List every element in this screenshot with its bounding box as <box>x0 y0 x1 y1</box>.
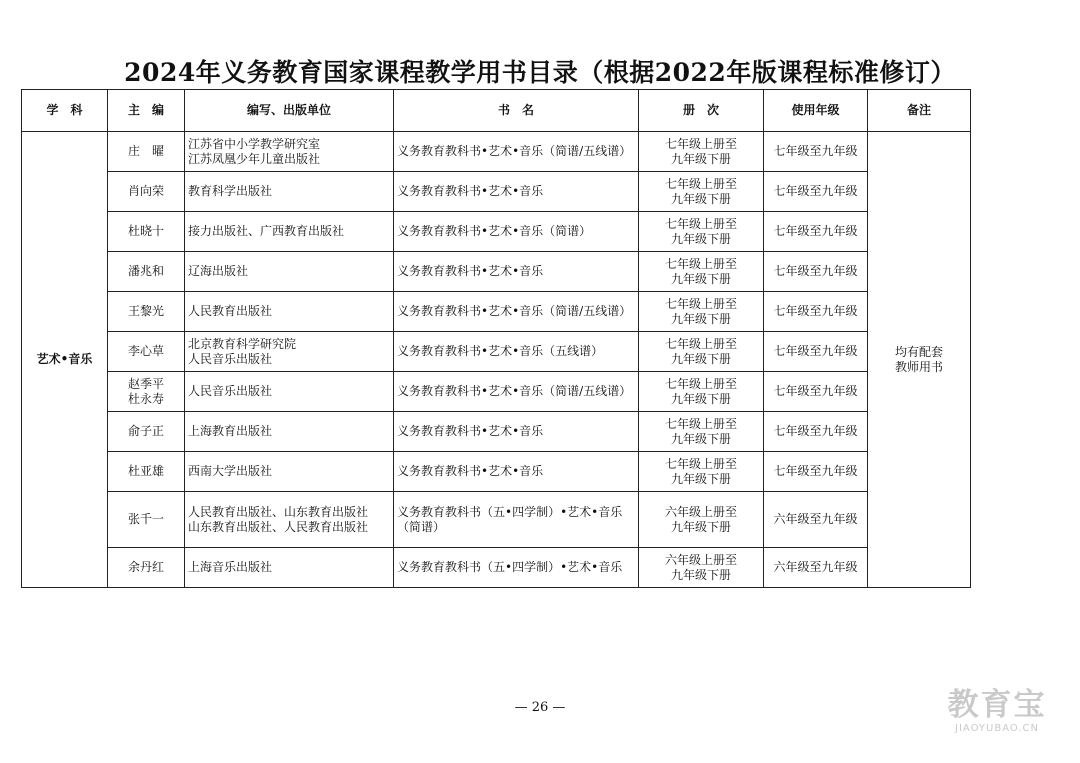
grades-cell: 七年级至九年级 <box>764 412 868 452</box>
grades-cell: 七年级至九年级 <box>764 132 868 172</box>
editor-cell: 李心草 <box>108 332 185 372</box>
catalog-table <box>21 89 971 588</box>
header-publisher: 编写、出版单位 <box>185 90 394 132</box>
volumes-cell: 七年级上册至 九年级下册 <box>639 452 764 492</box>
book-title-cell: 义务教育教科书•艺术•音乐（简谱/五线谱） <box>394 292 639 332</box>
book-title-cell: 义务教育教科书•艺术•音乐 <box>394 172 639 212</box>
table-row <box>22 132 971 172</box>
table-row <box>22 172 971 212</box>
note-cell: 均有配套 教师用书 <box>868 132 971 588</box>
editor-cell: 张千一 <box>108 492 185 548</box>
book-title-cell: 义务教育教科书•艺术•音乐（简谱/五线谱） <box>394 372 639 412</box>
book-title-cell: 义务教育教科书•艺术•音乐 <box>394 452 639 492</box>
book-title-cell: 义务教育教科书•艺术•音乐 <box>394 252 639 292</box>
table-row <box>22 252 971 292</box>
watermark-logo <box>932 687 1062 734</box>
book-title-cell: 义务教育教科书•艺术•音乐（五线谱） <box>394 332 639 372</box>
table-row <box>22 492 971 548</box>
editor-cell: 肖向荣 <box>108 172 185 212</box>
header-volumes: 册 次 <box>639 90 764 132</box>
volumes-cell: 七年级上册至 九年级下册 <box>639 372 764 412</box>
publisher-cell: 辽海出版社 <box>185 252 394 292</box>
table-row <box>22 212 971 252</box>
editor-cell: 杜亚雄 <box>108 452 185 492</box>
subject-cell: 艺术•音乐 <box>22 132 108 588</box>
table-header-row <box>22 90 971 132</box>
volumes-cell: 七年级上册至 九年级下册 <box>639 132 764 172</box>
publisher-cell: 北京教育科学研究院 人民音乐出版社 <box>185 332 394 372</box>
editor-cell: 杜晓十 <box>108 212 185 252</box>
volumes-cell: 七年级上册至 九年级下册 <box>639 212 764 252</box>
grades-cell: 七年级至九年级 <box>764 252 868 292</box>
grades-cell: 七年级至九年级 <box>764 332 868 372</box>
volumes-cell: 七年级上册至 九年级下册 <box>639 332 764 372</box>
page-title: 2024年义务教育国家课程教学用书目录（根据2022年版课程标准修订） <box>124 58 956 87</box>
grades-cell: 七年级至九年级 <box>764 372 868 412</box>
watermark-en: JIAOYUBAO.CN <box>955 723 1039 734</box>
table-row <box>22 548 971 588</box>
editor-cell: 俞子正 <box>108 412 185 452</box>
grades-cell: 七年级至九年级 <box>764 212 868 252</box>
volumes-cell: 七年级上册至 九年级下册 <box>639 412 764 452</box>
editor-cell: 余丹红 <box>108 548 185 588</box>
book-title-cell: 义务教育教科书•艺术•音乐（简谱/五线谱） <box>394 132 639 172</box>
volumes-cell: 六年级上册至 九年级下册 <box>639 492 764 548</box>
volumes-cell: 六年级上册至 九年级下册 <box>639 548 764 588</box>
publisher-cell: 西南大学出版社 <box>185 452 394 492</box>
publisher-cell: 人民教育出版社 <box>185 292 394 332</box>
book-title-cell: 义务教育教科书•艺术•音乐 <box>394 412 639 452</box>
table-row <box>22 332 971 372</box>
publisher-cell: 上海音乐出版社 <box>185 548 394 588</box>
header-editor: 主 编 <box>108 90 185 132</box>
editor-cell: 赵季平 杜永寿 <box>108 372 185 412</box>
book-title-cell: 义务教育教科书•艺术•音乐（简谱） <box>394 212 639 252</box>
grades-cell: 七年级至九年级 <box>764 172 868 212</box>
table-row <box>22 412 971 452</box>
grades-cell: 七年级至九年级 <box>764 452 868 492</box>
watermark-cn: 教育宝 <box>947 687 1047 723</box>
header-grades: 使用年级 <box>764 90 868 132</box>
table-row <box>22 292 971 332</box>
header-note: 备注 <box>868 90 971 132</box>
grades-cell: 六年级至九年级 <box>764 548 868 588</box>
editor-cell: 王黎光 <box>108 292 185 332</box>
publisher-cell: 教育科学出版社 <box>185 172 394 212</box>
publisher-cell: 人民教育出版社、山东教育出版社 山东教育出版社、人民教育出版社 <box>185 492 394 548</box>
volumes-cell: 七年级上册至 九年级下册 <box>639 292 764 332</box>
header-subject: 学 科 <box>22 90 108 132</box>
book-title-cell: 义务教育教科书（五•四学制）•艺术•音乐 <box>394 548 639 588</box>
header-book-title: 书 名 <box>394 90 639 132</box>
editor-cell: 潘兆和 <box>108 252 185 292</box>
book-title-cell: 义务教育教科书（五•四学制）•艺术•音乐（简谱） <box>394 492 639 548</box>
publisher-cell: 接力出版社、广西教育出版社 <box>185 212 394 252</box>
publisher-cell: 江苏省中小学教学研究室 江苏凤凰少年儿童出版社 <box>185 132 394 172</box>
publisher-cell: 人民音乐出版社 <box>185 372 394 412</box>
volumes-cell: 七年级上册至 九年级下册 <box>639 172 764 212</box>
grades-cell: 七年级至九年级 <box>764 292 868 332</box>
publisher-cell: 上海教育出版社 <box>185 412 394 452</box>
volumes-cell: 七年级上册至 九年级下册 <box>639 252 764 292</box>
grades-cell: 六年级至九年级 <box>764 492 868 548</box>
table-row <box>22 372 971 412</box>
table-row <box>22 452 971 492</box>
editor-cell: 庄 曜 <box>108 132 185 172</box>
page-number: — 26 — <box>514 700 566 715</box>
